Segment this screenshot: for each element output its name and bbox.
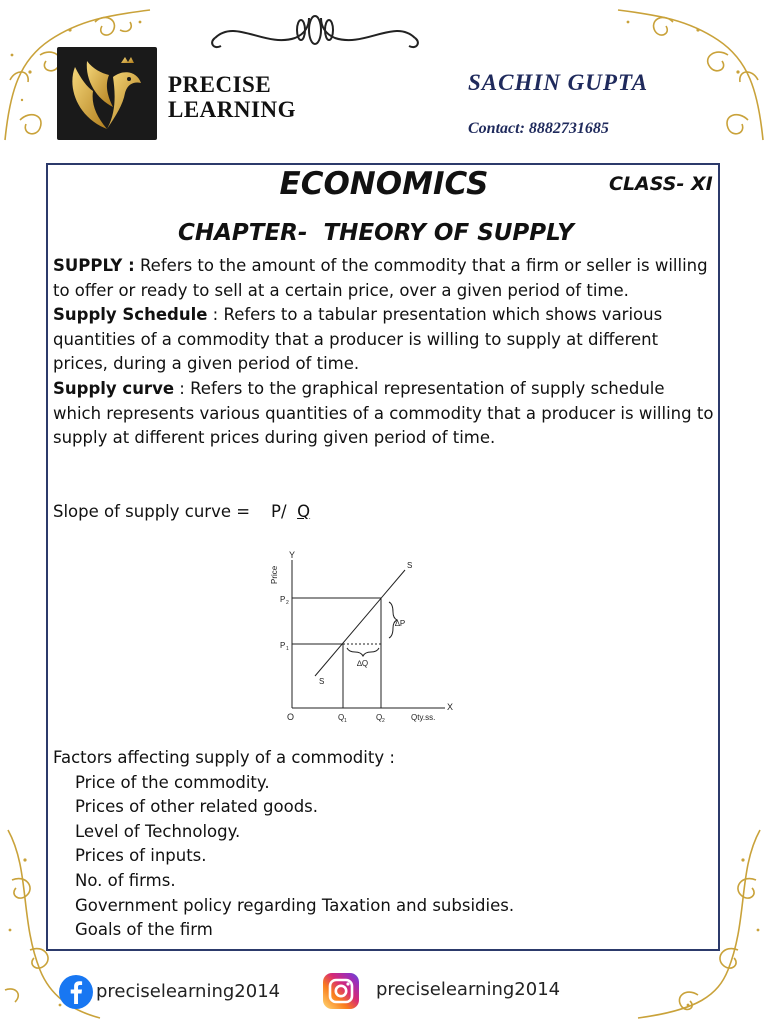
definition-supply-schedule <box>53 303 715 377</box>
chapter-title: CHAPTER- THEORY OF SUPPLY <box>178 220 574 246</box>
brand-name <box>168 72 296 122</box>
p1-subscript: 1 <box>286 646 289 652</box>
factor-item: Prices of other related goods. <box>75 797 319 817</box>
definition-supply-curve <box>53 377 715 451</box>
definition-text: Refers to the amount of the commodity that a firm or seller is willing to offer or ready to sell at a certain price, over a given period of time. <box>53 256 708 300</box>
slope-q: Q <box>297 502 311 521</box>
slope-p: P/ <box>271 502 287 521</box>
definition-supply <box>53 254 715 303</box>
delta-p-label: ∆P <box>395 619 406 628</box>
quantity-label: Qty.ss. <box>411 713 436 722</box>
class-label: CLASS- XI <box>609 173 713 195</box>
phoenix-logo <box>57 47 157 140</box>
factors-list <box>53 771 514 943</box>
p1-label: P <box>280 641 286 650</box>
p2-label: P <box>280 595 286 604</box>
factor-item: Prices of inputs. <box>75 846 207 866</box>
delta-q-label: ∆Q <box>357 659 369 668</box>
factor-item: Level of Technology. <box>75 821 241 841</box>
q2-subscript: 2 <box>382 718 385 724</box>
definition-term: Supply curve <box>53 378 175 398</box>
origin-label: O <box>287 712 295 722</box>
y-axis-label: Y <box>289 550 296 560</box>
contact-number: Contact: 8882731685 <box>468 120 609 137</box>
supply-curve-diagram <box>265 548 465 728</box>
q2-label: Q <box>376 713 383 722</box>
slope-label: Slope of supply curve = <box>53 502 272 521</box>
facebook-handle[interactable]: preciselearning2014 <box>96 981 281 1002</box>
delta-q-brace <box>347 648 379 656</box>
x-axis-label: X <box>447 702 454 712</box>
slope-formula <box>53 500 310 524</box>
definitions <box>53 254 715 451</box>
definition-term: SUPPLY : <box>53 256 135 275</box>
instagram-icon[interactable] <box>322 972 360 1010</box>
supply-bottom-label: S <box>319 677 325 686</box>
definition-text: : Refers to a tabular presentation which shows various quantities of a commodity that a producer is willing to supply at different prices, during a given period of time. <box>53 305 663 374</box>
teacher-name: SACHIN GUPTA <box>468 70 649 95</box>
p2-subscript: 2 <box>286 600 289 606</box>
factors-section <box>53 746 514 943</box>
subject-title: ECONOMICS <box>279 166 489 202</box>
price-label: Price <box>270 565 279 584</box>
instagram-handle[interactable]: preciselearning2014 <box>376 979 561 1000</box>
brand-line-2: LEARNING <box>168 97 296 122</box>
factor-item: Price of the commodity. <box>75 772 270 792</box>
definition-term: Supply Schedule <box>53 305 208 325</box>
factor-item: Goals of the firm <box>75 920 213 940</box>
q1-subscript: 1 <box>344 718 347 724</box>
factors-heading: Factors affecting supply of a commodity : <box>53 748 395 767</box>
brand-line-1: PRECISE <box>168 72 272 97</box>
definition-text: : Refers to the graphical representation of supply schedule which represents various quantities of a commodity that a producer is willing to supply at different prices during given period of time. <box>53 378 714 448</box>
q1-label: Q <box>338 713 345 722</box>
top-center-flourish <box>205 8 425 56</box>
factor-item: No. of firms. <box>75 870 176 890</box>
factor-item: Government policy regarding Taxation and subsidies. <box>75 895 515 915</box>
supply-top-label: S <box>407 561 413 570</box>
facebook-icon[interactable] <box>58 974 94 1010</box>
